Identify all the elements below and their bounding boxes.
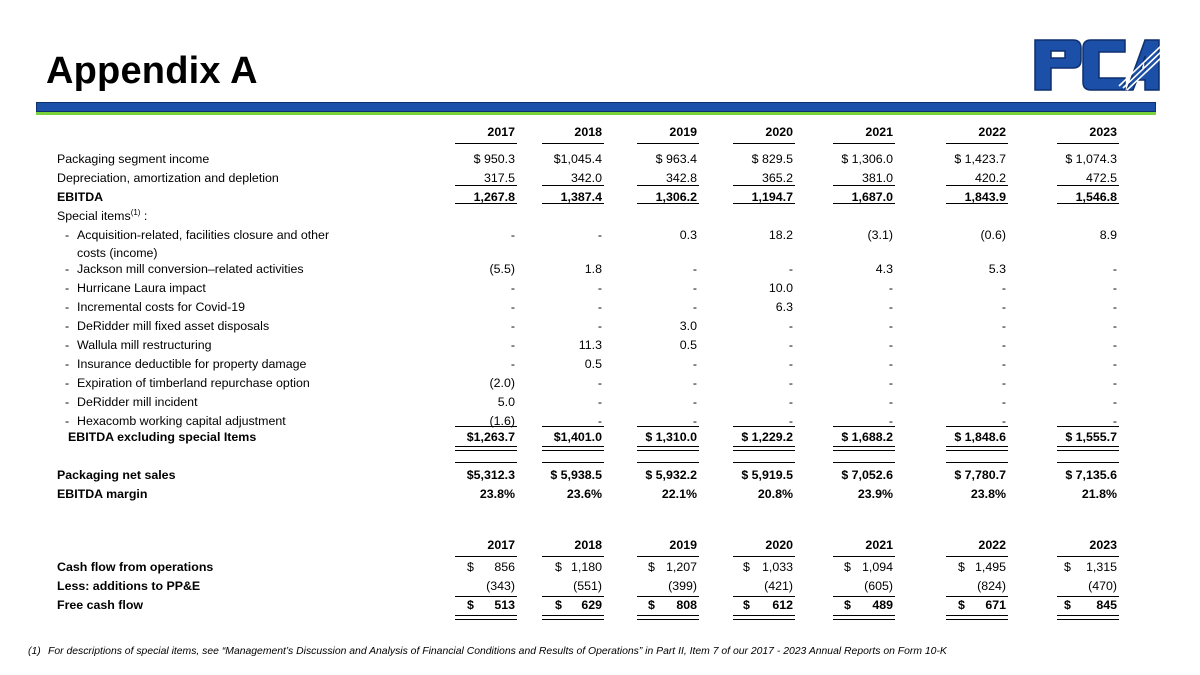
value-cell: 22.1% [661,487,697,501]
table-row [0,150,1200,168]
row-label-text: DeRidder mill incident [77,395,198,409]
row-label-text: Packaging segment income [57,152,210,166]
value-cell: - [888,319,893,333]
value-cell: - [1001,376,1006,390]
row-label [57,226,329,262]
value-cell: (399) [668,579,697,593]
underline [542,143,604,144]
row-label-text: Insurance deductible for property damage [77,357,307,371]
value-cell: $ 5,938.5 [550,468,602,482]
table-row [0,169,1200,187]
row-label-suffix: : [140,209,148,223]
row-label [57,317,269,335]
value-cell: $1,401.0 [553,430,602,444]
dollar-sign: $ [555,560,562,574]
dollar-sign: $ [467,598,474,612]
row-label-text: Expiration of timberland repurchase option [77,376,310,390]
bullet-dash: - [65,228,70,242]
row-label [57,374,310,392]
value-cell: $ 5,932.2 [645,468,697,482]
double-underline [637,446,699,451]
underline [637,556,699,557]
value-cell: $ 1,555.7 [1065,430,1117,444]
value-cell: - [1112,376,1117,390]
year-header-row [0,536,1200,554]
value-cell: - [597,228,602,242]
value-cell: 8.9 [1099,228,1117,242]
underline [542,556,604,557]
value-cell: 1,180 [570,560,602,574]
underline [1057,462,1119,463]
value-cell: - [1112,281,1117,295]
value-cell: 845 [1096,598,1117,612]
value-cell: 1,194.7 [751,190,793,204]
value-cell: 342.0 [570,171,602,185]
row-label [68,428,256,446]
year-header: 2018 [574,538,602,552]
value-cell: - [788,338,793,352]
dollar-sign: $ [555,598,562,612]
dollar-sign: $ [958,598,965,612]
double-underline [637,615,699,620]
value-cell: $ 1,074.3 [1065,152,1117,166]
row-label-text: EBITDA excluding special Items [68,430,257,444]
value-cell: - [597,376,602,390]
value-cell: - [1112,338,1117,352]
table-row [0,393,1200,411]
value-cell: 5.3 [988,262,1006,276]
value-cell: $ 1,229.2 [741,430,793,444]
row-label-text: Acquisition-related, facilities closure and other [77,228,330,242]
value-cell: - [510,338,515,352]
row-label [57,260,304,278]
bullet-dash: - [65,281,70,295]
underline [833,462,895,463]
value-cell: - [788,414,793,428]
row-label [57,298,245,316]
row-label-text: Wallula mill restructuring [77,338,212,352]
underline [1057,143,1119,144]
value-cell: 11.3 [578,338,602,352]
row-label-text: Special items [57,209,131,223]
row-label: Less: additions to PP&E [57,579,201,593]
year-header: 2019 [669,538,697,552]
dollar-sign: $ [1064,560,1071,574]
value-cell: - [1112,395,1117,409]
value-cell: 1,687.0 [851,190,893,204]
value-cell: - [1112,357,1117,371]
underline [733,556,795,557]
dollar-sign: $ [467,560,474,574]
value-cell: - [692,414,697,428]
value-cell: 381.0 [861,171,893,185]
value-cell: - [788,262,793,276]
value-cell: 6.3 [775,300,793,314]
value-cell: 23.6% [566,487,602,501]
value-cell: $ 1,306.0 [841,152,893,166]
value-cell: - [788,395,793,409]
value-cell: 10.0 [768,281,793,295]
value-cell: - [888,376,893,390]
bullet-dash: - [65,300,70,314]
value-cell: 808 [676,598,697,612]
row-label [57,485,147,503]
value-cell: - [788,357,793,371]
value-cell: - [510,228,515,242]
table-row [0,188,1200,206]
value-cell: - [1001,357,1006,371]
row-label [57,150,209,168]
value-cell: - [788,319,793,333]
row-label-text: Hexacomb working capital adjustment [77,414,286,428]
underline [733,143,795,144]
table-row [0,336,1200,354]
value-cell: (421) [764,579,793,593]
value-cell: 20.8% [757,487,793,501]
year-header: 2022 [978,125,1006,139]
footnote-ref: (1) [130,207,141,217]
value-cell: - [888,357,893,371]
value-cell: $ 7,780.7 [954,468,1006,482]
value-cell: 1,546.8 [1075,190,1117,204]
bullet-dash: - [65,376,70,390]
underline [455,462,517,463]
value-cell: - [597,281,602,295]
value-cell: - [692,357,697,371]
value-cell: - [1112,300,1117,314]
value-cell: - [1112,319,1117,333]
value-cell: 856 [494,560,515,574]
year-header: 2023 [1089,125,1117,139]
value-cell: $ 1,848.6 [954,430,1006,444]
value-cell: $ 7,052.6 [841,468,893,482]
row-label-text: Incremental costs for Covid-19 [77,300,246,314]
value-cell: 365.2 [761,171,793,185]
value-cell: - [888,338,893,352]
bullet-dash: - [65,357,70,371]
value-cell: - [692,262,697,276]
row-label [57,336,212,354]
year-header: 2017 [487,538,515,552]
year-header-row [0,123,1200,141]
value-cell: $ 1,310.0 [645,430,697,444]
underline [946,556,1008,557]
value-cell: 612 [772,598,793,612]
page-title: Appendix A [46,50,258,92]
year-header: 2020 [765,125,793,139]
value-cell: - [692,281,697,295]
value-cell: (5.5) [489,262,515,276]
double-underline [455,615,517,620]
value-cell: 0.3 [679,228,697,242]
year-header: 2020 [765,538,793,552]
value-cell: 18.2 [768,228,793,242]
year-header: 2017 [487,125,515,139]
underline [946,462,1008,463]
value-cell: - [888,414,893,428]
table-row [0,207,1200,225]
value-cell: - [888,300,893,314]
underline [946,143,1008,144]
value-cell: 1,843.9 [964,190,1006,204]
value-cell: $ 7,135.6 [1065,468,1117,482]
table-row [0,279,1200,297]
year-header: 2019 [669,125,697,139]
table-row [0,577,1200,595]
row-label [57,355,306,373]
value-cell: - [788,376,793,390]
year-header: 2018 [574,125,602,139]
value-cell: 1,033 [761,560,793,574]
value-cell: 1.8 [584,262,602,276]
value-cell: 1,267.8 [473,190,515,204]
value-cell: $ 950.3 [473,152,515,166]
dollar-sign: $ [648,560,655,574]
dollar-sign: $ [1064,598,1071,612]
value-cell: (3.1) [867,228,893,242]
header-divider-blue [36,102,1156,112]
value-cell: 1,495 [974,560,1006,574]
underline [455,556,517,557]
value-cell: 671 [985,598,1006,612]
value-cell: - [1001,281,1006,295]
value-cell: 342.8 [665,171,697,185]
value-cell: 1,387.4 [560,190,602,204]
value-cell: 472.5 [1085,171,1117,185]
value-cell: 5.0 [497,395,515,409]
table-row [0,558,1200,576]
table-row [0,485,1200,503]
bullet-dash: - [65,338,70,352]
value-cell: - [1112,262,1117,276]
double-underline [542,615,604,620]
value-cell: 1,306.2 [655,190,697,204]
row-label: Cash flow from operations [57,560,214,574]
footnote-number: (1) [28,646,41,657]
value-cell: $1,045.4 [553,152,602,166]
pca-logo [1033,36,1163,94]
row-label [57,279,206,297]
value-cell: - [692,395,697,409]
double-underline [455,446,517,451]
value-cell: (2.0) [489,376,515,390]
bullet-dash: - [65,319,70,333]
year-header: 2022 [978,538,1006,552]
table-row [0,466,1200,484]
double-underline [946,615,1008,620]
double-underline [733,446,795,451]
underline [1057,556,1119,557]
double-underline [833,446,895,451]
bullet-dash: - [65,395,70,409]
dollar-sign: $ [648,598,655,612]
value-cell: 1,207 [665,560,697,574]
value-cell: $1,263.7 [466,430,515,444]
double-underline [946,446,1008,451]
value-cell: 420.2 [974,171,1006,185]
row-label-text: EBITDA margin [57,487,148,501]
row-label [57,393,198,411]
year-header: 2021 [865,538,893,552]
table-row [0,226,1200,260]
table-row [0,260,1200,278]
value-cell: - [597,395,602,409]
dollar-sign: $ [844,598,851,612]
bullet-dash: - [65,414,70,428]
value-cell: 23.8% [479,487,515,501]
header-divider-green [36,112,1156,115]
row-label-text-line2: costs (income) [77,246,158,260]
value-cell: - [1001,395,1006,409]
value-cell: (343) [486,579,515,593]
dollar-sign: $ [743,598,750,612]
underline [637,143,699,144]
table-row [0,428,1200,446]
row-label-text: Depreciation, amortization and depletion [57,171,279,185]
value-cell: - [597,319,602,333]
dollar-sign: $ [958,560,965,574]
value-cell: $5,312.3 [466,468,515,482]
underline [833,143,895,144]
underline [542,462,604,463]
value-cell: (470) [1088,579,1117,593]
row-label-text: EBITDA [57,190,104,204]
row-label-text: Packaging net sales [57,468,176,482]
bullet-dash: - [65,262,70,276]
value-cell: 23.8% [970,487,1006,501]
row-label [57,207,147,225]
value-cell: - [597,300,602,314]
value-cell: - [1001,338,1006,352]
value-cell: (605) [864,579,893,593]
year-header: 2023 [1089,538,1117,552]
value-cell: (824) [977,579,1006,593]
double-underline [1057,615,1119,620]
row-label [57,169,279,187]
row-label [57,466,175,484]
value-cell: 3.0 [679,319,697,333]
value-cell: 317.5 [483,171,515,185]
row-label-text: DeRidder mill fixed asset disposals [77,319,270,333]
value-cell: 21.8% [1081,487,1117,501]
dollar-sign: $ [743,560,750,574]
value-cell: - [1001,300,1006,314]
value-cell: 629 [581,598,602,612]
table-row [0,374,1200,392]
value-cell: - [510,357,515,371]
value-cell: 4.3 [875,262,893,276]
dollar-sign: $ [844,560,851,574]
row-label-text: Jackson mill conversion–related activities [77,262,304,276]
double-underline [733,615,795,620]
underline [637,462,699,463]
value-cell: 489 [872,598,893,612]
value-cell: - [692,376,697,390]
value-cell: - [888,395,893,409]
value-cell: (1.6) [489,414,515,428]
value-cell: - [597,414,602,428]
underline [733,462,795,463]
value-cell: 1,094 [861,560,893,574]
underline [455,143,517,144]
value-cell: - [1001,319,1006,333]
value-cell: 1,315 [1085,560,1117,574]
double-underline [1057,446,1119,451]
value-cell: $ 5,919.5 [741,468,793,482]
value-cell: - [888,281,893,295]
value-cell: 513 [494,598,515,612]
table-row [0,355,1200,373]
value-cell: 0.5 [584,357,602,371]
value-cell: 23.9% [857,487,893,501]
value-cell: $ 963.4 [655,152,697,166]
footnote-text: For descriptions of special items, see “Management’s Discussion and Analysis of Financial Conditions and Results of Operations” in Part II, Item 7 of our 2017 - 2023 Annual Reports on Form 10-K [48,646,947,657]
year-header: 2021 [865,125,893,139]
row-label-text: Hurricane Laura impact [77,281,206,295]
value-cell: - [1001,414,1006,428]
value-cell: (551) [573,579,602,593]
table-row [0,596,1200,614]
value-cell: $ 1,688.2 [841,430,893,444]
value-cell: - [1112,414,1117,428]
row-label: Free cash flow [57,598,144,612]
table-row [0,317,1200,335]
table-row [0,298,1200,316]
value-cell: - [510,319,515,333]
footnote [28,646,947,657]
value-cell: - [510,281,515,295]
row-label [57,188,103,206]
double-underline [833,615,895,620]
value-cell: - [692,300,697,314]
value-cell: $ 1,423.7 [954,152,1006,166]
value-cell: - [510,300,515,314]
value-cell: 0.5 [679,338,697,352]
value-cell: (0.6) [980,228,1006,242]
value-cell: $ 829.5 [751,152,793,166]
underline [833,556,895,557]
double-underline [542,446,604,451]
